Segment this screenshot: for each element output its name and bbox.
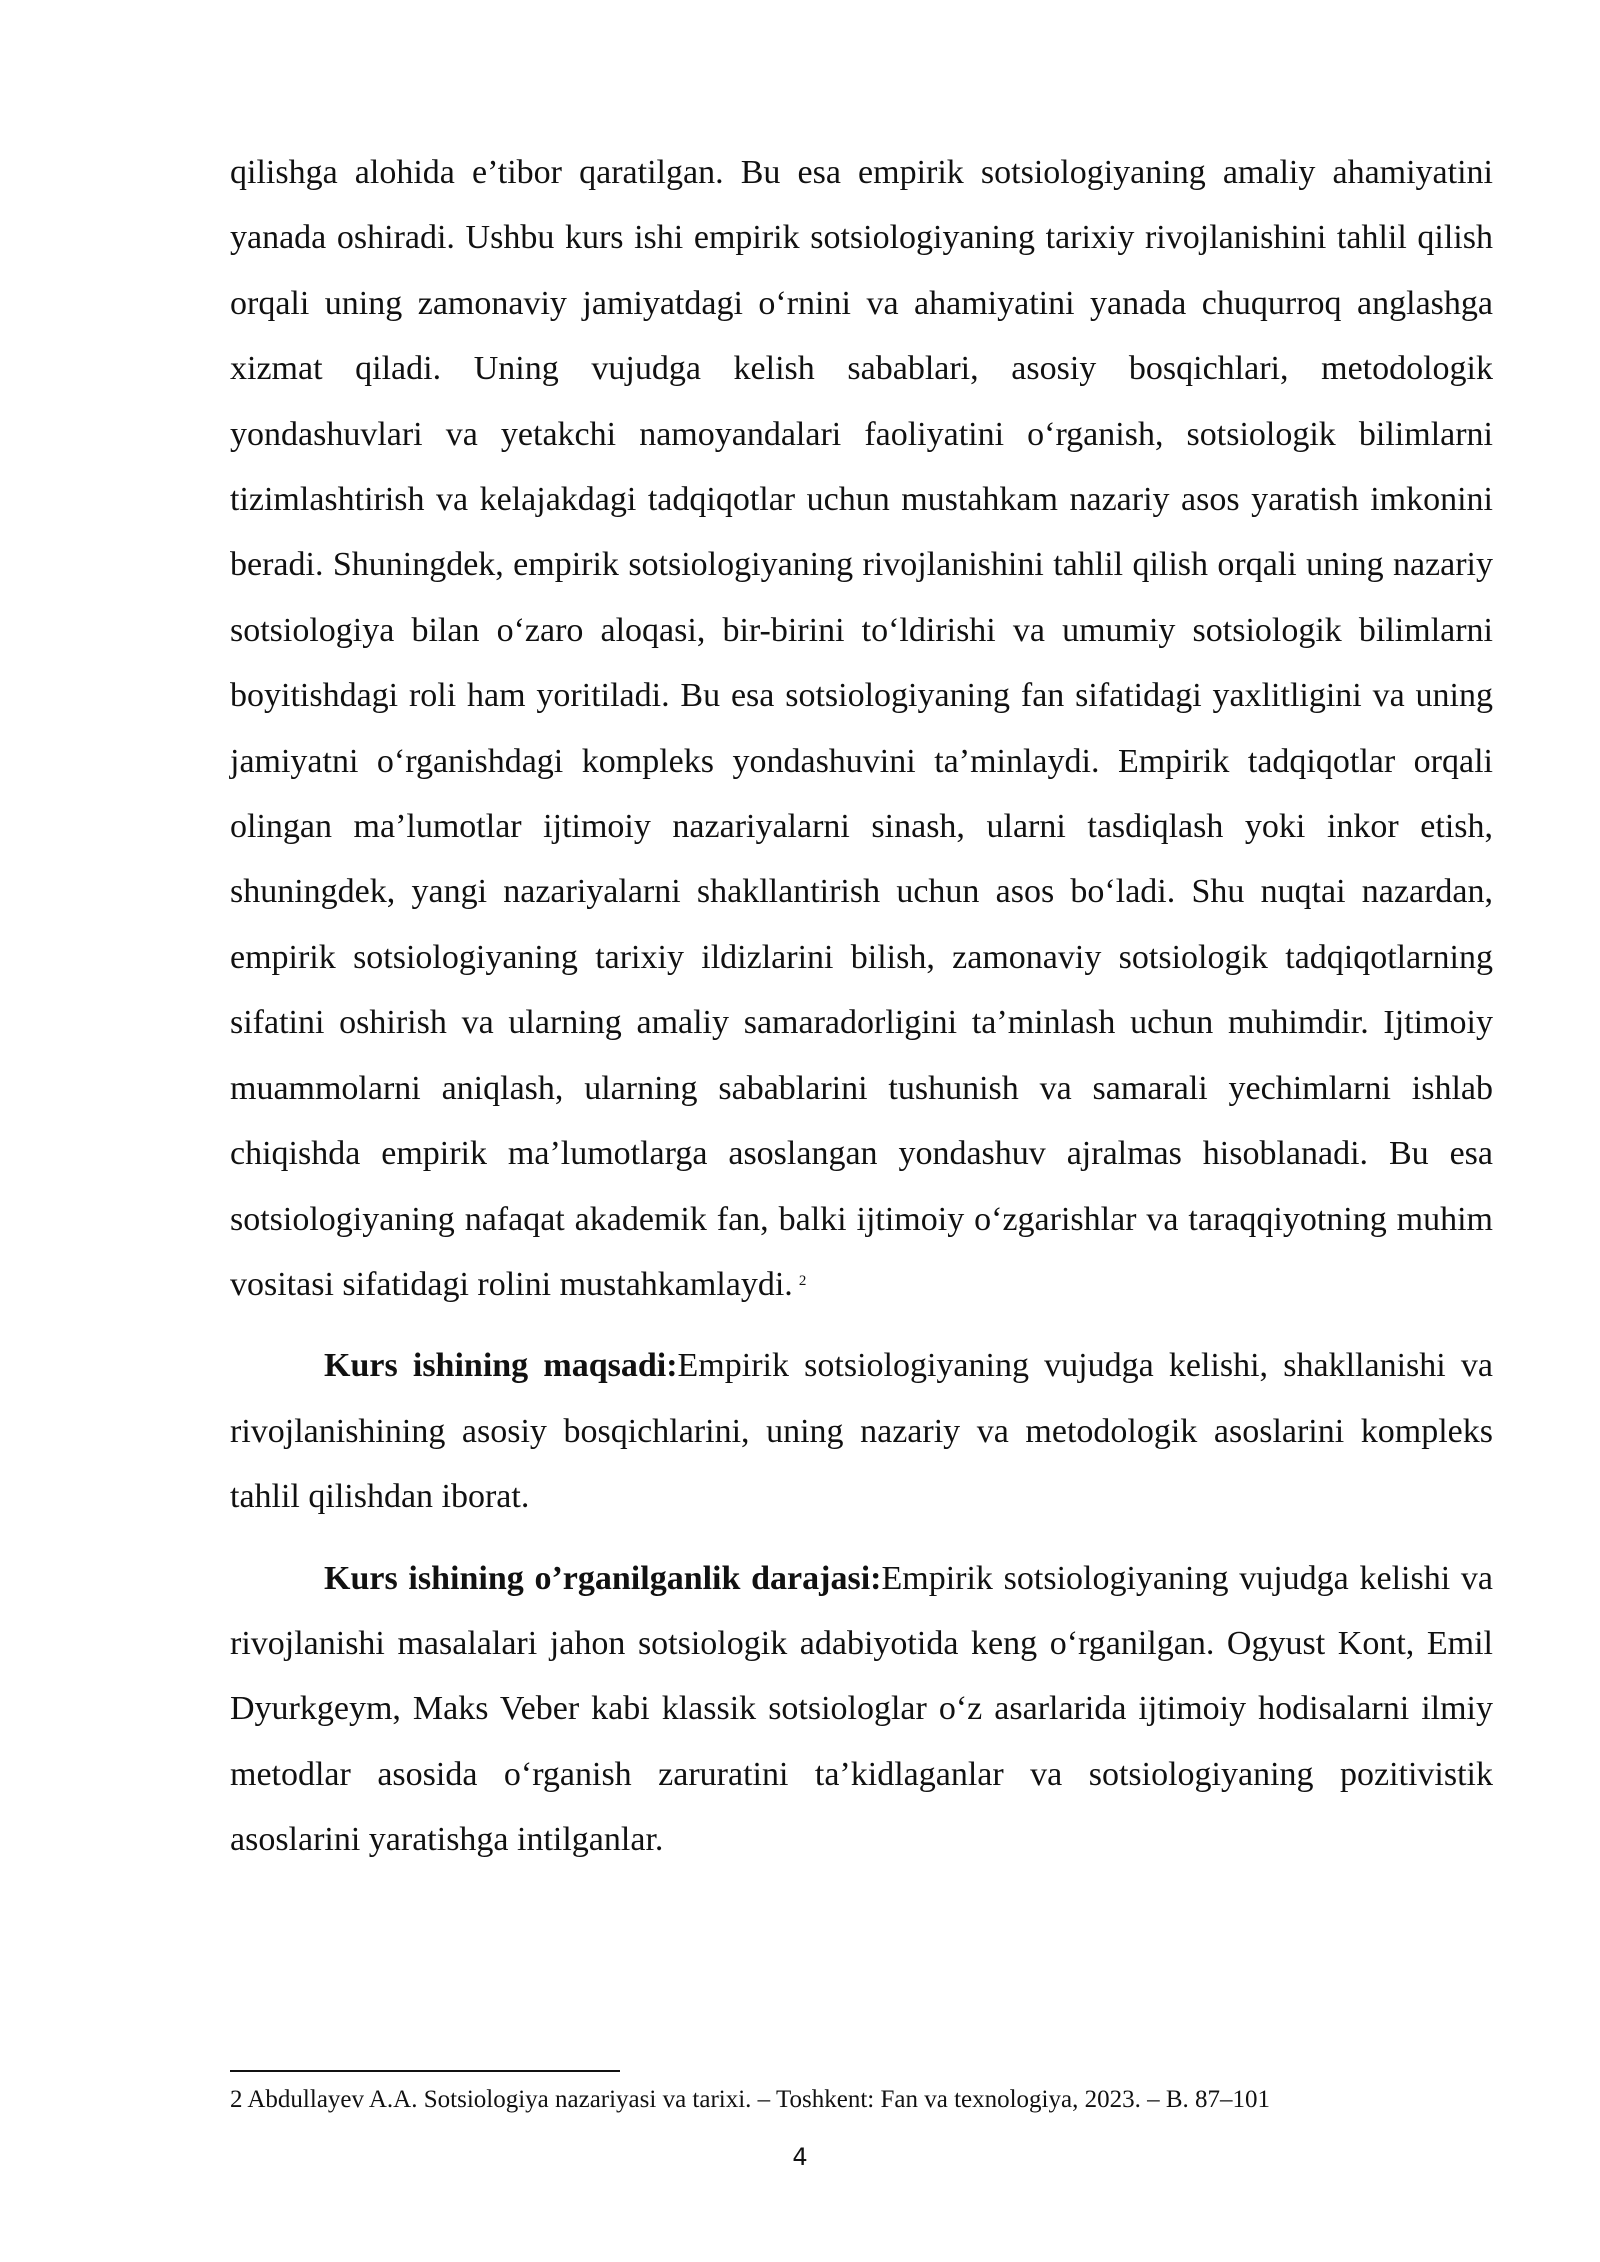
- paragraph-study-level: [230, 1546, 1493, 1873]
- footnote-separator: [230, 2070, 620, 2072]
- paragraph-intro-text: qilishga alohida e’tibor qaratilgan. Bu esa empirik sotsiologiyaning amaliy ahamiyatini yanada oshiradi. Ushbu kurs ishi empirik sotsiologiyaning tarixiy rivojlanishini tahlil qilish orqali uning zamonaviy jamiyatdagi o‘rnini va ahamiyatini yanada chuqurroq anglashga xizmat qiladi. Uning vujudga kelish sabablari, asosiy bosqichlari, metodologik yondashuvlari va yetakchi namoyandalari faoliyatini o‘rganish, sotsiologik bilimlarni tizimlashtirish va kelajakdagi tadqiqotlar uchun mustahkam nazariy asos yaratish imkonini beradi. Shuningdek, empirik sotsiologiyaning rivojlanishini tahlil qilish orqali uning nazariy sotsiologiya bilan o‘zaro aloqasi, bir-birini to‘ldirishi va umumiy sotsiologik bilimlarni boyitishdagi roli ham yoritiladi. Bu esa sotsiologiyaning fan sifatidagi yaxlitligini va uning jamiyatni o‘rganishdagi kompleks yondashuvini ta’minlaydi. Empirik tadqiqotlar orqali olingan ma’lumotlar ijtimoiy nazariyalarni sinash, ularni tasdiqlash yoki inkor etish, shuningdek, yangi nazariyalarni shakllantirish uchun asos bo‘ladi. Shu nuqtai nazardan, empirik sotsiologiyaning tarixiy ildizlarini bilish, zamonaviy sotsiologik tadqiqotlarning sifatini oshirish va ularning amaliy samaradorligini ta’minlash uchun muhimdir. Ijtimoiy muammolarni aniqlash, ularning sabablarini tushunish va samarali yechimlarni ishlab chiqishda empirik ma’lumotlarga asoslangan yondashuv ajralmas hisoblanadi. Bu esa sotsiologiyaning nafaqat akademik fan, balki ijtimoiy o‘zgarishlar va taraqqiyotning muhim vositasi sifatidagi rolini mustahkamlaydi.: [230, 154, 1493, 1303]
- study-level-text: Empirik sotsiologiyaning vujudga kelishi va rivojlanishi masalalari jahon sotsiologik adabiyotida keng o‘rganilgan. Ogyust Kont, Emil Dyurkgeym, Maks Veber kabi klassik sotsiologlar o‘z asarlarida ijtimoiy hodisalarni ilmiy metodlar asosida o‘rganish zaruratini ta’kidlaganlar va sotsiologiyaning pozitivistik asoslarini yaratishga intilganlar.: [230, 1559, 1493, 1859]
- body-text: [230, 140, 1493, 1873]
- paragraph-purpose: [230, 1333, 1493, 1529]
- purpose-heading: Kurs ishining maqsadi:: [324, 1347, 678, 1385]
- page-number: 4: [792, 2143, 808, 2171]
- footnote-reference: 2: [798, 1272, 807, 1289]
- footnote: 2 Abdullayev A.A. Sotsiologiya nazariyasi va tarixi. – Toshkent: Fan va texnologiya, 2023. – B. 87–101: [230, 2086, 1271, 2113]
- purpose-text: Empirik sotsiologiyaning vujudga kelishi, shakllanishi va rivojlanishining asosiy bosqichlarini, uning nazariy va metodologik asoslarini kompleks tahlil qilishdan iborat.: [230, 1347, 1493, 1516]
- study-level-heading: Kurs ishining o’rganilganlik darajasi:: [324, 1559, 882, 1597]
- paragraph-intro: [230, 140, 1493, 1317]
